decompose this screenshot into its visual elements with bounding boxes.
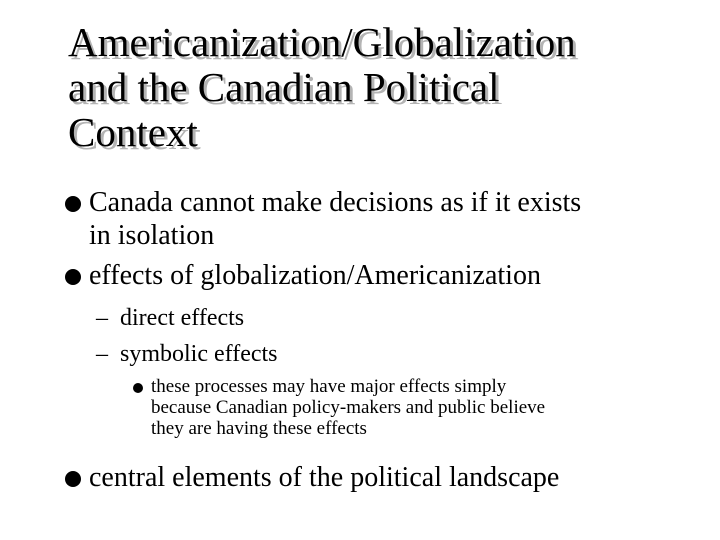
slide-title-line-1: Americanization/Globalization	[68, 19, 576, 65]
bullet-text-1	[89, 186, 581, 252]
bullet-1-line-1: Canada cannot make decisions as if it exists	[89, 187, 582, 218]
level3-bullet-text	[151, 376, 545, 439]
level3-line-1: these processes may have major effects simply	[151, 376, 507, 397]
level3-line-3: they are having these effects	[151, 418, 367, 439]
bullet-dot-icon	[65, 196, 81, 212]
level3-line-2: because Canadian policy-makers and public believe	[151, 397, 546, 418]
sub-bullet-symbolic-effects	[120, 340, 278, 368]
bullet-dot-icon	[65, 471, 81, 487]
sub-bullet-1-text: direct effects	[120, 305, 245, 331]
slide-title-line-3: Context	[68, 109, 198, 155]
dash-marker-icon: –	[96, 341, 108, 367]
slide-title	[68, 20, 688, 155]
slide-title-line-2: and the Canadian Political	[68, 64, 500, 110]
bullet-text-2	[89, 259, 541, 292]
dash-marker-icon: –	[96, 305, 108, 331]
bullet-dot-icon	[65, 269, 81, 285]
bullet-3-line-1: central elements of the political landscape	[89, 462, 560, 493]
sub-bullet-direct-effects	[120, 304, 244, 332]
bullet-text-3	[89, 461, 559, 494]
bullet-1-line-2: in isolation	[89, 220, 215, 251]
sub-bullet-2-text: symbolic effects	[120, 341, 278, 367]
small-bullet-dot-icon	[133, 383, 143, 393]
bullet-2-line-1: effects of globalization/Americanization	[89, 260, 541, 291]
